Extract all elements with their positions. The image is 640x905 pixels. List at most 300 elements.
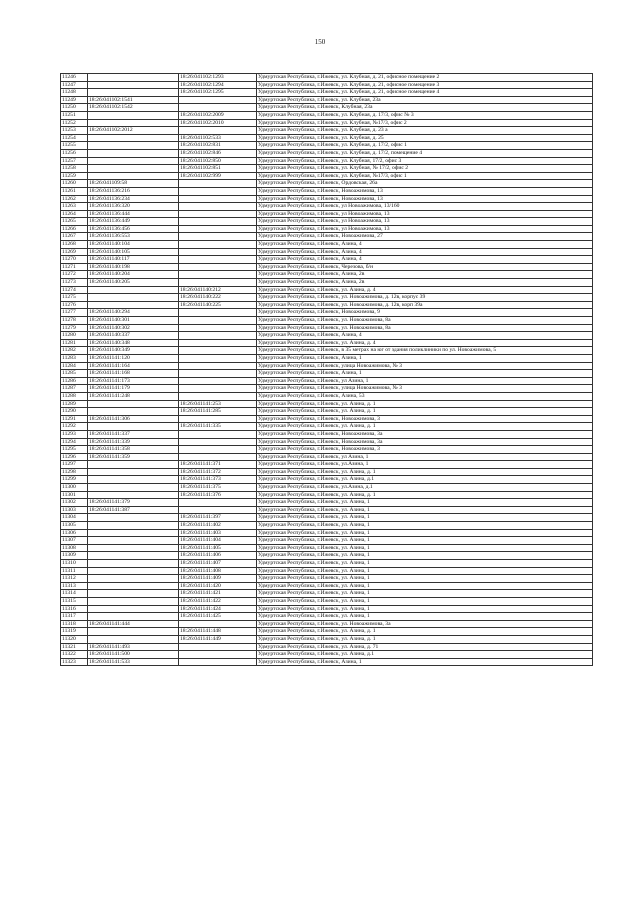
row-number-cell: 11246 xyxy=(61,74,88,82)
table-row xyxy=(61,544,593,552)
building-cadastral-number-cell xyxy=(179,332,257,340)
address-cell: Удмуртская Республика, г.Ижевск, ул. Азина, д.1 xyxy=(257,476,593,484)
row-number-cell: 11318 xyxy=(61,620,88,628)
row-number-cell: 11290 xyxy=(61,408,88,416)
table-row xyxy=(61,241,593,249)
table-row xyxy=(61,392,593,400)
table-row xyxy=(61,263,593,271)
table-row xyxy=(61,529,593,537)
building-cadastral-number-cell xyxy=(179,233,257,241)
address-cell: Удмуртская Республика, г.Ижевск, ул. Азина, 1 xyxy=(257,605,593,613)
building-cadastral-number-cell: 18:26:041102:1293 xyxy=(179,74,257,82)
land-cadastral-number-cell xyxy=(88,560,179,568)
row-number-cell: 11296 xyxy=(61,453,88,461)
building-cadastral-number-cell xyxy=(179,651,257,659)
table-row xyxy=(61,537,593,545)
building-cadastral-number-cell xyxy=(179,392,257,400)
table-row xyxy=(61,499,593,507)
land-cadastral-number-cell xyxy=(88,514,179,522)
land-cadastral-number-cell: 18:26:041140:349 xyxy=(88,347,179,355)
address-cell: Удмуртская Республика, г.Ижевск, ул. Азина, 1 xyxy=(257,567,593,575)
address-cell: Удмуртская Республика, г.Ижевск, Новоажимова, 9 xyxy=(257,309,593,317)
property-registry-table xyxy=(60,73,593,666)
building-cadastral-number-cell xyxy=(179,225,257,233)
building-cadastral-number-cell xyxy=(179,658,257,666)
row-number-cell: 11262 xyxy=(61,195,88,203)
building-cadastral-number-cell: 18:26:041141:375 xyxy=(179,484,257,492)
address-cell: Удмуртская Республика, г.Ижевск, ул. Азина, д.1 xyxy=(257,651,593,659)
land-cadastral-number-cell: 18:26:041141:500 xyxy=(88,651,179,659)
row-number-cell: 11248 xyxy=(61,89,88,97)
row-number-cell: 11251 xyxy=(61,111,88,119)
table-row xyxy=(61,552,593,560)
land-cadastral-number-cell: 18:26:041140:348 xyxy=(88,339,179,347)
table-row xyxy=(61,514,593,522)
land-cadastral-number-cell: 18:26:041141:493 xyxy=(88,643,179,651)
row-number-cell: 11300 xyxy=(61,484,88,492)
table-row xyxy=(61,408,593,416)
address-cell: Удмуртская Республика, г.Ижевск, ул. Азина, 1 xyxy=(257,544,593,552)
building-cadastral-number-cell: 18:26:041140:225 xyxy=(179,301,257,309)
land-cadastral-number-cell: 18:26:041141:359 xyxy=(88,453,179,461)
land-cadastral-number-cell xyxy=(88,522,179,530)
row-number-cell: 11302 xyxy=(61,499,88,507)
row-number-cell: 11308 xyxy=(61,544,88,552)
row-number-cell: 11276 xyxy=(61,301,88,309)
building-cadastral-number-cell xyxy=(179,187,257,195)
address-cell: Удмуртская Республика, г.Ижевск, ул. Клубная, д. 21, офисное помещение 3 xyxy=(257,81,593,89)
address-cell: Удмуртская Республика, г.Ижевск, ул. Клубная, 17/2, офис 3 xyxy=(257,157,593,165)
building-cadastral-number-cell xyxy=(179,453,257,461)
building-cadastral-number-cell xyxy=(179,415,257,423)
building-cadastral-number-cell xyxy=(179,324,257,332)
building-cadastral-number-cell: 18:26:041141:409 xyxy=(179,575,257,583)
address-cell: Удмуртская Республика, г.Ижевск, ул. Клубная, №17/3, офис 1 xyxy=(257,172,593,180)
land-cadastral-number-cell: 18:26:041141:248 xyxy=(88,392,179,400)
table-row xyxy=(61,605,593,613)
address-cell: Удмуртская Республика, г.Ижевск, Новоажимова, 3 xyxy=(257,415,593,423)
row-number-cell: 11254 xyxy=(61,134,88,142)
building-cadastral-number-cell: 18:26:041102:1294 xyxy=(179,81,257,89)
table-row xyxy=(61,575,593,583)
table-row xyxy=(61,233,593,241)
page-number: 150 xyxy=(314,38,326,46)
address-cell: Удмуртская Республика, г.Ижевск, ул. Азина, 1 xyxy=(257,506,593,514)
building-cadastral-number-cell: 18:26:041141:402 xyxy=(179,522,257,530)
building-cadastral-number-cell: 18:26:041141:448 xyxy=(179,628,257,636)
building-cadastral-number-cell: 18:26:041102:2010 xyxy=(179,119,257,127)
land-cadastral-number-cell xyxy=(88,575,179,583)
land-cadastral-number-cell: 18:26:041102:1542 xyxy=(88,104,179,112)
address-cell: Удмуртская Республика, г.Ижевск, Новоажимова, 13 xyxy=(257,187,593,195)
address-cell: Удмуртская Республика, г.Ижевск, ул. Азина, д. 1 xyxy=(257,628,593,636)
address-cell: Удмуртская Республика, г.Ижевск, ул. Азина, д. 1 xyxy=(257,635,593,643)
row-number-cell: 11250 xyxy=(61,104,88,112)
table-row xyxy=(61,423,593,431)
building-cadastral-number-cell xyxy=(179,370,257,378)
land-cadastral-number-cell: 18:26:041102:1541 xyxy=(88,96,179,104)
table-row xyxy=(61,491,593,499)
table-row xyxy=(61,651,593,659)
table-row xyxy=(61,354,593,362)
table-row xyxy=(61,149,593,157)
building-cadastral-number-cell xyxy=(179,354,257,362)
land-cadastral-number-cell: 18:26:041141:339 xyxy=(88,438,179,446)
address-cell: Удмуртская Республика, г.Ижевск, ул. Клубная, д. 17/3, офис № 3 xyxy=(257,111,593,119)
row-number-cell: 11311 xyxy=(61,567,88,575)
row-number-cell: 11257 xyxy=(61,157,88,165)
row-number-cell: 11307 xyxy=(61,537,88,545)
row-number-cell: 11266 xyxy=(61,225,88,233)
land-cadastral-number-cell: 18:26:041141:120 xyxy=(88,354,179,362)
address-cell: Удмуртская Республика, г.Ижевск, ул. Клубная, 23а xyxy=(257,96,593,104)
address-cell: Удмуртская Республика, г.Ижевск, ул Азина, 1 xyxy=(257,377,593,385)
address-cell: Удмуртская Республика, г.Ижевск, Азина, 4 xyxy=(257,248,593,256)
building-cadastral-number-cell: 18:26:041141:372 xyxy=(179,468,257,476)
building-cadastral-number-cell xyxy=(179,96,257,104)
land-cadastral-number-cell xyxy=(88,74,179,82)
table-row xyxy=(61,225,593,233)
building-cadastral-number-cell xyxy=(179,195,257,203)
table-row xyxy=(61,195,593,203)
building-cadastral-number-cell: 18:26:041102:851 xyxy=(179,165,257,173)
land-cadastral-number-cell: 18:26:041141:379 xyxy=(88,499,179,507)
row-number-cell: 11274 xyxy=(61,286,88,294)
address-cell: Удмуртская Республика, г.Ижевск, ул Новоажимова, 13 xyxy=(257,210,593,218)
address-cell: Удмуртская Республика, г.Ижевск, ул. Клубная, д. 23 а xyxy=(257,127,593,135)
building-cadastral-number-cell: 18:26:041141:422 xyxy=(179,597,257,605)
land-cadastral-number-cell xyxy=(88,605,179,613)
address-cell: Удмуртская Республика, г.Ижевск, Клубная, 23а xyxy=(257,104,593,112)
address-cell: Удмуртская Республика, г.Ижевск, ул Азина, 1 xyxy=(257,453,593,461)
table-row xyxy=(61,400,593,408)
table-row xyxy=(61,248,593,256)
address-cell: Удмуртская Республика, г.Ижевск, ул. Азина, 1 xyxy=(257,613,593,621)
row-number-cell: 11272 xyxy=(61,271,88,279)
table-row xyxy=(61,484,593,492)
address-cell: Удмуртская Республика, г.Ижевск, ул. Азина, д. 1 xyxy=(257,408,593,416)
address-cell: Удмуртская Республика, г.Ижевск, ул. Азина, 1 xyxy=(257,537,593,545)
land-cadastral-number-cell xyxy=(88,628,179,636)
table-row xyxy=(61,127,593,135)
row-number-cell: 11256 xyxy=(61,149,88,157)
address-cell: Удмуртская Республика, г.Ижевск, ул. Азина, 1 xyxy=(257,560,593,568)
building-cadastral-number-cell xyxy=(179,104,257,112)
address-cell: Удмуртская Республика, г.Ижевск, Ордовская, 26а xyxy=(257,180,593,188)
land-cadastral-number-cell xyxy=(88,119,179,127)
row-number-cell: 11312 xyxy=(61,575,88,583)
address-cell: Удмуртская Республика, г.Ижевск, ул. Новоажимова, д. 12в, корп 39а xyxy=(257,301,593,309)
land-cadastral-number-cell xyxy=(88,149,179,157)
building-cadastral-number-cell: 18:26:041141:253 xyxy=(179,400,257,408)
row-number-cell: 11261 xyxy=(61,187,88,195)
row-number-cell: 11267 xyxy=(61,233,88,241)
row-number-cell: 11255 xyxy=(61,142,88,150)
land-cadastral-number-cell: 18:26:041140:337 xyxy=(88,332,179,340)
row-number-cell: 11269 xyxy=(61,248,88,256)
row-number-cell: 11271 xyxy=(61,263,88,271)
land-cadastral-number-cell xyxy=(88,476,179,484)
building-cadastral-number-cell: 18:26:041141:421 xyxy=(179,590,257,598)
land-cadastral-number-cell xyxy=(88,590,179,598)
building-cadastral-number-cell: 18:26:041141:403 xyxy=(179,529,257,537)
building-cadastral-number-cell: 18:26:041141:376 xyxy=(179,491,257,499)
land-cadastral-number-cell: 18:26:041136:449 xyxy=(88,218,179,226)
building-cadastral-number-cell xyxy=(179,309,257,317)
land-cadastral-number-cell xyxy=(88,635,179,643)
row-number-cell: 11291 xyxy=(61,415,88,423)
address-cell: Удмуртская Республика, г.Ижевск, Азина, 2в xyxy=(257,279,593,287)
address-cell: Удмуртская Республика, г.Ижевск, в 35 метрах на юг от здания поликлиники по ул. Новоажимова, 5 xyxy=(257,347,593,355)
table-row xyxy=(61,294,593,302)
address-cell: Удмуртская Республика, г.Ижевск, ул. Азина, д. 4 xyxy=(257,339,593,347)
row-number-cell: 11287 xyxy=(61,385,88,393)
building-cadastral-number-cell xyxy=(179,256,257,264)
building-cadastral-number-cell xyxy=(179,385,257,393)
table-row xyxy=(61,377,593,385)
row-number-cell: 11309 xyxy=(61,552,88,560)
building-cadastral-number-cell: 18:26:041141:406 xyxy=(179,552,257,560)
building-cadastral-number-cell xyxy=(179,506,257,514)
row-number-cell: 11252 xyxy=(61,119,88,127)
address-cell: Удмуртская Республика, г.Ижевск, ул. Азина, д. 1 xyxy=(257,400,593,408)
address-cell: Удмуртская Республика, г.Ижевск, ул.Азина, д.1 xyxy=(257,484,593,492)
address-cell: Удмуртская Республика, г.Ижевск, ул. Азина, 1 xyxy=(257,575,593,583)
row-number-cell: 11310 xyxy=(61,560,88,568)
address-cell: Удмуртская Республика, г.Ижевск, Новоажимова, 13 xyxy=(257,195,593,203)
table-row xyxy=(61,620,593,628)
row-number-cell: 11295 xyxy=(61,446,88,454)
building-cadastral-number-cell xyxy=(179,620,257,628)
table-row xyxy=(61,453,593,461)
row-number-cell: 11285 xyxy=(61,370,88,378)
land-cadastral-number-cell xyxy=(88,491,179,499)
address-cell: Удмуртская Республика, г.Ижевск, ул. Клубная, д. 25 xyxy=(257,134,593,142)
building-cadastral-number-cell: 18:26:041102:846 xyxy=(179,149,257,157)
table-row xyxy=(61,286,593,294)
address-cell: Удмуртская Республика, г.Ижевск, ул. Азина, 1 xyxy=(257,522,593,530)
table-row xyxy=(61,203,593,211)
address-cell: Удмуртская Республика, г.Ижевск, ул. Новоажимова, 8а xyxy=(257,324,593,332)
row-number-cell: 11264 xyxy=(61,210,88,218)
land-cadastral-number-cell xyxy=(88,142,179,150)
land-cadastral-number-cell xyxy=(88,89,179,97)
address-cell: Удмуртская Республика, г.Ижевск, ул. Клубная, д. 17/2, помещение 4 xyxy=(257,149,593,157)
building-cadastral-number-cell xyxy=(179,241,257,249)
building-cadastral-number-cell xyxy=(179,203,257,211)
table-row xyxy=(61,560,593,568)
row-number-cell: 11323 xyxy=(61,658,88,666)
row-number-cell: 11305 xyxy=(61,522,88,530)
building-cadastral-number-cell xyxy=(179,263,257,271)
building-cadastral-number-cell xyxy=(179,127,257,135)
address-cell: Удмуртская Республика, г.Ижевск, Новоажимова, 3 xyxy=(257,446,593,454)
table-row xyxy=(61,134,593,142)
address-cell: Удмуртская Республика, г.Ижевск, Черезова, б/н xyxy=(257,263,593,271)
table-row xyxy=(61,119,593,127)
table-row xyxy=(61,279,593,287)
land-cadastral-number-cell: 18:26:041141:173 xyxy=(88,377,179,385)
land-cadastral-number-cell: 18:26:041136:320 xyxy=(88,203,179,211)
row-number-cell: 11293 xyxy=(61,430,88,438)
table-row xyxy=(61,324,593,332)
address-cell: Удмуртская Республика, г.Ижевск, ул. Азина, 1 xyxy=(257,514,593,522)
building-cadastral-number-cell xyxy=(179,377,257,385)
address-cell: Удмуртская Республика, г.Ижевск, Азина, 1 xyxy=(257,354,593,362)
land-cadastral-number-cell: 18:26:041136:553 xyxy=(88,233,179,241)
land-cadastral-number-cell xyxy=(88,286,179,294)
land-cadastral-number-cell: 18:26:041109:58 xyxy=(88,180,179,188)
building-cadastral-number-cell xyxy=(179,339,257,347)
address-cell: Удмуртская Республика, г.Ижевск, ул. Клубная, д. 17/2, офис 1 xyxy=(257,142,593,150)
land-cadastral-number-cell: 18:26:041140:302 xyxy=(88,324,179,332)
land-cadastral-number-cell xyxy=(88,484,179,492)
land-cadastral-number-cell xyxy=(88,111,179,119)
address-cell: Удмуртская Республика, г.Ижевск, ул. Клубная, № 17/2, офис 2 xyxy=(257,165,593,173)
building-cadastral-number-cell: 18:26:041141:371 xyxy=(179,461,257,469)
row-number-cell: 11259 xyxy=(61,172,88,180)
land-cadastral-number-cell: 18:26:041140:105 xyxy=(88,248,179,256)
row-number-cell: 11268 xyxy=(61,241,88,249)
land-cadastral-number-cell xyxy=(88,582,179,590)
land-cadastral-number-cell: 18:26:041141:168 xyxy=(88,370,179,378)
address-cell: Удмуртская Республика, г.Ижевск, ул. Клубная, д. 21, офисное помещение 2 xyxy=(257,74,593,82)
table-row xyxy=(61,187,593,195)
row-number-cell: 11258 xyxy=(61,165,88,173)
table-row xyxy=(61,142,593,150)
table-row xyxy=(61,476,593,484)
address-cell: Удмуртская Республика, г.Ижевск, ул Новоажимова, 13 xyxy=(257,218,593,226)
building-cadastral-number-cell xyxy=(179,180,257,188)
table-row xyxy=(61,309,593,317)
address-cell: Удмуртская Республика, г.Ижевск, Азина, 4 xyxy=(257,256,593,264)
land-cadastral-number-cell xyxy=(88,544,179,552)
building-cadastral-number-cell: 18:26:041140:212 xyxy=(179,286,257,294)
building-cadastral-number-cell: 18:26:041141:397 xyxy=(179,514,257,522)
building-cadastral-number-cell xyxy=(179,446,257,454)
row-number-cell: 11321 xyxy=(61,643,88,651)
building-cadastral-number-cell: 18:26:041141:373 xyxy=(179,476,257,484)
building-cadastral-number-cell: 18:26:041141:335 xyxy=(179,423,257,431)
row-number-cell: 11316 xyxy=(61,605,88,613)
table-row xyxy=(61,81,593,89)
row-number-cell: 11247 xyxy=(61,81,88,89)
table-row xyxy=(61,347,593,355)
address-cell: Удмуртская Республика, г.Ижевск, Азина, 4 xyxy=(257,332,593,340)
building-cadastral-number-cell: 18:26:041141:425 xyxy=(179,613,257,621)
row-number-cell: 11292 xyxy=(61,423,88,431)
address-cell: Удмуртская Республика, г.Ижевск, Новоажимова, 27 xyxy=(257,233,593,241)
land-cadastral-number-cell: 18:26:041140:205 xyxy=(88,279,179,287)
table-row xyxy=(61,438,593,446)
table-row xyxy=(61,643,593,651)
building-cadastral-number-cell: 18:26:041141:449 xyxy=(179,635,257,643)
building-cadastral-number-cell xyxy=(179,218,257,226)
row-number-cell: 11314 xyxy=(61,590,88,598)
row-number-cell: 11279 xyxy=(61,324,88,332)
row-number-cell: 11273 xyxy=(61,279,88,287)
row-number-cell: 11322 xyxy=(61,651,88,659)
row-number-cell: 11277 xyxy=(61,309,88,317)
building-cadastral-number-cell: 18:26:041141:420 xyxy=(179,582,257,590)
table-row xyxy=(61,522,593,530)
land-cadastral-number-cell xyxy=(88,165,179,173)
land-cadastral-number-cell: 18:26:041136:444 xyxy=(88,210,179,218)
building-cadastral-number-cell: 18:26:041141:404 xyxy=(179,537,257,545)
row-number-cell: 11294 xyxy=(61,438,88,446)
building-cadastral-number-cell xyxy=(179,271,257,279)
address-cell: Удмуртская Республика, г.Ижевск, ул Новоажимова, 13 xyxy=(257,225,593,233)
building-cadastral-number-cell xyxy=(179,210,257,218)
building-cadastral-number-cell: 18:26:041102:2009 xyxy=(179,111,257,119)
address-cell: Удмуртская Республика, г.Ижевск, ул. Новоажимова, 3а xyxy=(257,620,593,628)
land-cadastral-number-cell xyxy=(88,172,179,180)
address-cell: Удмуртская Республика, г.Ижевск, Новоажимова, 3а xyxy=(257,438,593,446)
table-row xyxy=(61,468,593,476)
table-row xyxy=(61,339,593,347)
row-number-cell: 11313 xyxy=(61,582,88,590)
table-row xyxy=(61,96,593,104)
table-row xyxy=(61,332,593,340)
table-row xyxy=(61,370,593,378)
table-row xyxy=(61,461,593,469)
table-row xyxy=(61,111,593,119)
row-number-cell: 11301 xyxy=(61,491,88,499)
land-cadastral-number-cell: 18:26:041140:204 xyxy=(88,271,179,279)
land-cadastral-number-cell xyxy=(88,81,179,89)
row-number-cell: 11315 xyxy=(61,597,88,605)
row-number-cell: 11304 xyxy=(61,514,88,522)
address-cell: Удмуртская Республика, г.Ижевск, Азина, 4 xyxy=(257,241,593,249)
land-cadastral-number-cell: 18:26:041140:198 xyxy=(88,263,179,271)
land-cadastral-number-cell: 18:26:041140:117 xyxy=(88,256,179,264)
building-cadastral-number-cell xyxy=(179,438,257,446)
row-number-cell: 11306 xyxy=(61,529,88,537)
land-cadastral-number-cell: 18:26:041140:294 xyxy=(88,309,179,317)
row-number-cell: 11270 xyxy=(61,256,88,264)
address-cell: Удмуртская Республика, г.Ижевск, улица Новоажимова, № 3 xyxy=(257,385,593,393)
land-cadastral-number-cell: 18:26:041140:104 xyxy=(88,241,179,249)
land-cadastral-number-cell xyxy=(88,134,179,142)
table-row xyxy=(61,317,593,325)
table-row xyxy=(61,628,593,636)
table-row xyxy=(61,635,593,643)
land-cadastral-number-cell xyxy=(88,567,179,575)
building-cadastral-number-cell xyxy=(179,248,257,256)
table-row xyxy=(61,446,593,454)
row-number-cell: 11284 xyxy=(61,362,88,370)
address-cell: Удмуртская Республика, г.Ижевск, ул. Азина, д. 71 xyxy=(257,643,593,651)
row-number-cell: 11317 xyxy=(61,613,88,621)
address-cell: Удмуртская Республика, г.Ижевск, ул. Азина, д. 1 xyxy=(257,423,593,431)
address-cell: Удмуртская Республика, г.Ижевск, ул. Азина, 1 xyxy=(257,499,593,507)
address-cell: Удмуртская Республика, г.Ижевск, ул. Азина, 1 xyxy=(257,552,593,560)
table-row xyxy=(61,89,593,97)
land-cadastral-number-cell xyxy=(88,468,179,476)
address-cell: Удмуртская Республика, г.Ижевск, ул. Азина, 1 xyxy=(257,590,593,598)
building-cadastral-number-cell: 18:26:041102:1295 xyxy=(179,89,257,97)
building-cadastral-number-cell xyxy=(179,279,257,287)
building-cadastral-number-cell: 18:26:041102:999 xyxy=(179,172,257,180)
land-cadastral-number-cell: 18:26:041141:444 xyxy=(88,620,179,628)
building-cadastral-number-cell: 18:26:041102:533 xyxy=(179,134,257,142)
land-cadastral-number-cell xyxy=(88,613,179,621)
address-cell: Удмуртская Республика, г.Ижевск, Азина, 53 xyxy=(257,392,593,400)
row-number-cell: 11278 xyxy=(61,317,88,325)
table-row xyxy=(61,362,593,370)
table-row xyxy=(61,157,593,165)
land-cadastral-number-cell xyxy=(88,400,179,408)
